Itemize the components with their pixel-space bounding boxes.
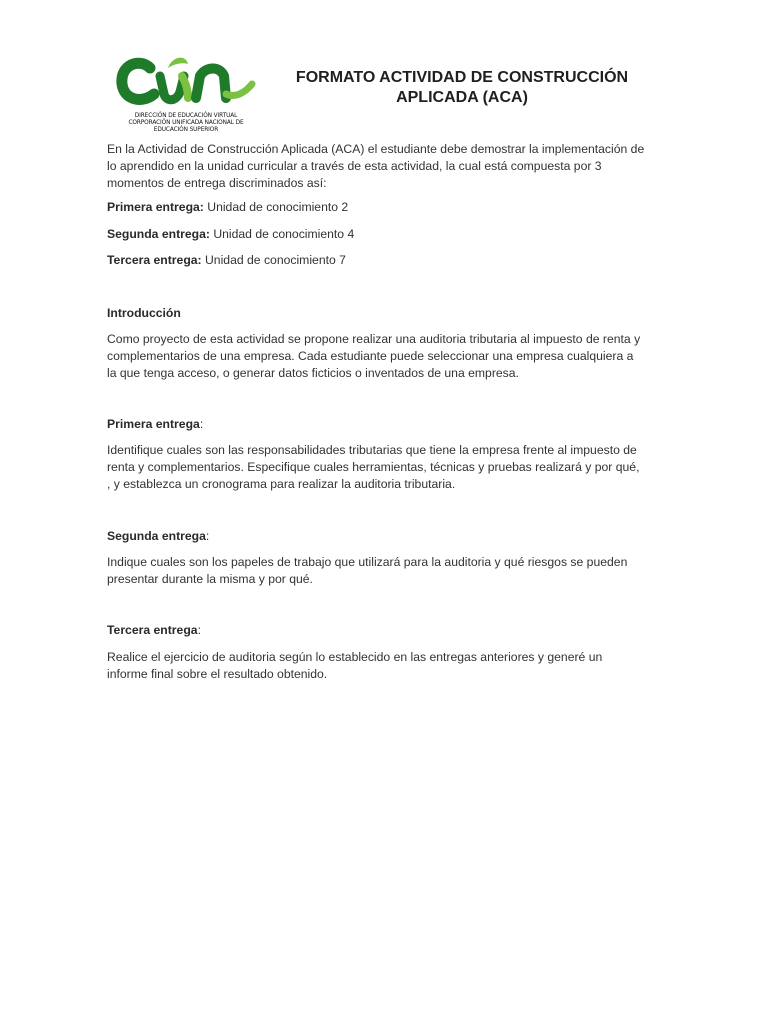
logo-caption-line: CORPORACIÓN UNIFICADA NACIONAL DE — [128, 120, 244, 127]
text-line: renta y complementarios. Especifique cuales herramientas, técnicas y pruebas realizará y por qué, — [107, 460, 640, 474]
heading-text: Tercera entrega — [107, 623, 198, 637]
text-line: , y establezca un cronograma para realizar la auditoria tributaria. — [107, 477, 456, 491]
title-line: APLICADA (ACA) — [396, 89, 528, 106]
section-heading-primera — [107, 416, 667, 433]
text-line: Indique cuales son los papeles de trabajo que utilizará para la auditoria y qué riesgos se pueden — [107, 555, 628, 569]
logo-caption-line: DIRECCIÓN DE EDUCACIÓN VIRTUAL — [134, 113, 238, 119]
delivery-value: Unidad de conocimiento 4 — [213, 227, 355, 241]
section-body-introduccion — [107, 331, 667, 382]
delivery-label: Tercera entrega: — [107, 253, 202, 267]
intro-paragraph — [107, 141, 667, 192]
text-line: Como proyecto de esta actividad se propone realizar una auditoria tributaria al impuesto de renta y — [107, 332, 641, 346]
title-line: FORMATO ACTIVIDAD DE CONSTRUCCIÓN — [295, 69, 629, 86]
text-line: momentos de entrega discriminados así: — [107, 176, 327, 190]
heading-text: Primera entrega — [107, 417, 200, 431]
heading-colon: : — [205, 529, 210, 543]
heading-colon: : — [197, 623, 201, 637]
text-line: lo aprendido en la unidad curricular a través de esta actividad, la cual está compuesta por 3 — [107, 159, 602, 173]
text-line: En la Actividad de Construcción Aplicada (ACA) el estudiante debe demostrar la implementación de — [107, 142, 645, 156]
delivery-item — [107, 252, 667, 269]
section-body-primera — [107, 442, 667, 493]
text-line: la que tenga acceso, o generar datos ficticios o inventados de una empresa. — [107, 366, 519, 380]
logo-caption — [112, 113, 260, 135]
text-line: complementarios de una empresa. Cada estudiante puede seleccionar una empresa cualquiera a — [107, 349, 634, 363]
text-line: Realice el ejercicio de auditoria según lo establecido en las entregas anteriores y generé un — [107, 650, 603, 664]
delivery-item — [107, 226, 667, 243]
section-body-segunda — [107, 554, 667, 588]
delivery-value: Unidad de conocimiento 7 — [205, 253, 346, 267]
logo-caption-line: EDUCACIÓN SUPERIOR — [153, 127, 219, 134]
text-line: presentar durante la misma y por qué. — [107, 572, 313, 586]
delivery-item — [107, 199, 667, 216]
section-heading-introduccion: Introducción — [107, 306, 181, 320]
delivery-label: Segunda entrega: — [107, 227, 210, 241]
heading-colon: : — [199, 417, 204, 431]
text-line: informe final sobre el resultado obtenido. — [107, 667, 328, 681]
cun-logo-mark — [116, 54, 256, 110]
delivery-value: Unidad de conocimiento 2 — [207, 200, 349, 214]
text-line: Identifique cuales son las responsabilidades tributarias que tiene la empresa frente al impuesto de — [107, 443, 637, 457]
document-title — [262, 68, 662, 108]
delivery-label: Primera entrega: — [107, 200, 204, 214]
section-heading-tercera — [107, 622, 667, 639]
heading-text: Segunda entrega — [107, 529, 206, 543]
section-body-tercera — [107, 649, 667, 683]
section-heading-segunda — [107, 528, 667, 545]
cun-logo — [112, 54, 260, 140]
